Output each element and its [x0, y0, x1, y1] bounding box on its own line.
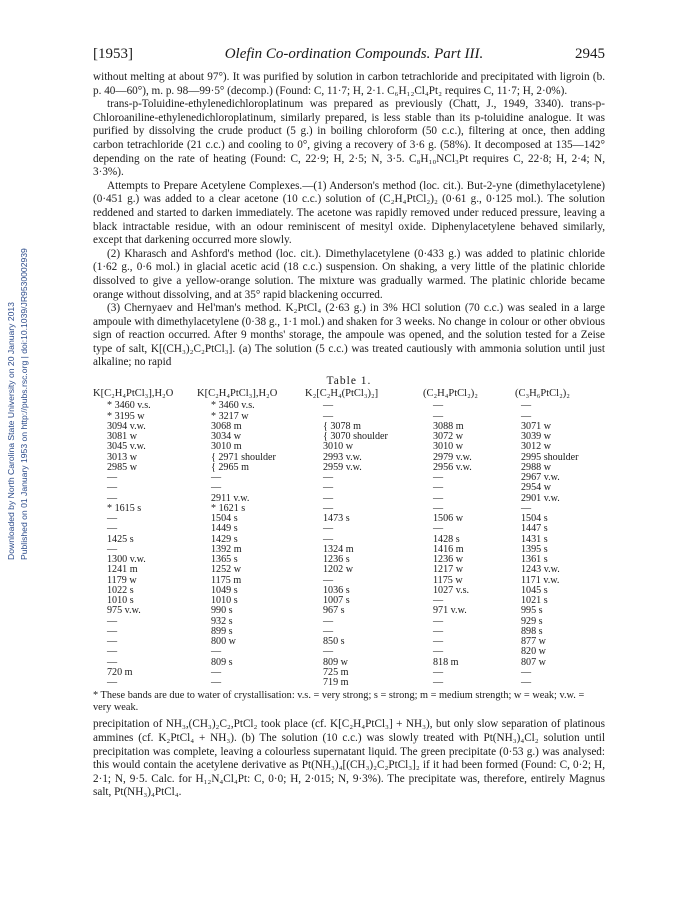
absorption-bands-table: [93, 389, 605, 688]
table-cell: 1007 s: [323, 595, 350, 607]
table-cell: 818 m: [433, 656, 459, 668]
table-cell: —: [433, 502, 444, 514]
table-cell: —: [433, 523, 444, 535]
table-cell: 800 w: [211, 636, 236, 648]
table-cell: 1504 s: [211, 513, 238, 525]
column-header: K[C₂H₄PtCl₃],H₂O: [93, 388, 174, 400]
table-cell: —: [211, 482, 222, 494]
table-cell: —: [433, 677, 444, 689]
table-cell: 2901 v.w.: [521, 492, 560, 504]
table-cell: 1425 s: [107, 533, 134, 545]
table-cell: 3088 m: [433, 420, 464, 432]
table-cell: 1175 m: [211, 574, 242, 586]
table-cell: 725 m: [323, 666, 349, 678]
table-cell: 1179 w: [107, 574, 137, 586]
table-cell: —: [323, 482, 334, 494]
table-cell: 1395 s: [521, 543, 548, 555]
table-cell: 720 m: [107, 666, 133, 678]
table-cell: —: [433, 646, 444, 658]
table-cell: 1036 s: [323, 584, 350, 596]
table-cell: 3010 m: [211, 441, 242, 453]
download-notice: Downloaded by North Carolina State University on 20 January 2013: [6, 302, 16, 560]
table-cell: 820 w: [521, 646, 546, 658]
table-cell: 932 s: [211, 615, 233, 627]
table-cell: { 2965 m: [211, 461, 249, 473]
journal-page: [93, 46, 605, 800]
publication-notice[interactable]: Published on 01 January 1953 on http://pubs.rsc.org | doi:10.1039/JR9530002939: [19, 248, 29, 560]
table-caption: Table 1.: [326, 375, 372, 388]
table-cell: —: [107, 625, 118, 637]
closing-paragraph: precipitation of NH₃,(CH₃)₂C₂,PtCl₂ took place (cf. K[C₂H₄PtCl₃] + NH₃), but only slow separation of platinous ammines (cf. K₂PtCl₄ + NH₃). (b) The solution (10 c.c.) was slowly treated with Pt(NH₃)₄Cl₂ solution until precipitation was complete, leaving a colourless supernatant liquid. The green precipitate (0·53 g.) was analysed: this would contain the acetylene derivative as Pt(NH₃)₄[(CH₃)₂C₂PtCl₃]₂ if it had been formed (Found: C, 0·2; H, 2·1; N, 9·5. Calc. for H₁₂N₄Cl₄Pt: C, 0·0; H, 2·015; N, 9·3%). The precipitate was, therefore, entirely Magnus salt, Pt(NH₃)₄PtCl₄.: [93, 718, 605, 799]
paragraph: trans-p-Toluidine-ethylenedichloroplatinum was prepared as previously (Chatt, J., 1949, 3340). trans-p-Chloroaniline-ethylenedichloroplatinum, similarly prepared, is less stable than its p-toluidine analogue. It was purified by dissolving the crude product (5 g.) in boiling chloroform (50 c.c.), filtering at once, then adding carbon tetrachloride (21 c.c.) and cooling to 0°, giving a recovery of 3·6 g. (58%). It decomposed at 135—142° depending on the rate of heating (Found: C, 22·9; H, 2·5; N, 3·5. C₈H₁₀NCl₃Pt requires C, 22·8; H, 2·4; N, 3·3%).: [93, 98, 605, 179]
table-body: [93, 401, 605, 688]
table-cell: 2985 w: [107, 461, 138, 473]
body-text: [93, 71, 605, 370]
table-cell: —: [521, 400, 532, 412]
table-cell: 1236 w: [433, 554, 464, 566]
table-cell: 1252 w: [211, 564, 242, 576]
table-cell: * 3460 v.s.: [211, 400, 255, 412]
table-cell: 1447 s: [521, 523, 548, 535]
table-cell: —: [107, 636, 118, 648]
table-cell: 1027 v.s.: [433, 584, 470, 596]
paragraph: Attempts to Prepare Acetylene Complexes.—(1) Anderson's method (loc. cit.). But-2-yne (dimethylacetylene) (0·451 g.) was added to a clear acetone (10 c.c.) solution of (C₂H₄PtCl₂)₂ (0·61 g., 0·125 mol.). The solution reddened and started to darken immediately. The acetone was rapidly removed under reduced pressure, leaving a black intractable residue, with an odour reminiscent of mesityl oxide. Diphenylacetylene behaved similarly, except that darkening occurred more slowly.: [93, 179, 605, 247]
table-cell: 1010 s: [107, 595, 134, 607]
table-cell: 1021 s: [521, 595, 548, 607]
table-cell: 975 v.w.: [107, 605, 141, 617]
table-cell: —: [107, 513, 118, 525]
table-cell: —: [323, 615, 334, 627]
table-cell: 2911 v.w.: [211, 492, 250, 504]
table-cell: —: [107, 677, 118, 689]
table-cell: 1300 v.w.: [107, 554, 146, 566]
column-header: (C₃H₆PtCl₂)₂: [515, 388, 570, 400]
table-cell: 1010 s: [211, 595, 238, 607]
table-cell: 1449 s: [211, 523, 238, 535]
table-cell: —: [433, 492, 444, 504]
table-cell: —: [433, 595, 444, 607]
table-cell: —: [433, 482, 444, 494]
download-sidebar: [6, 90, 36, 560]
table-cell: —: [107, 472, 118, 484]
page-number: 2945: [574, 46, 605, 62]
table-cell: —: [107, 615, 118, 627]
table-cell: 2959 v.w.: [323, 461, 362, 473]
table-cell: 3010 w: [323, 441, 354, 453]
table-cell: —: [107, 646, 118, 658]
table-cell: 3034 w: [211, 431, 242, 443]
table-cell: 1473 s: [323, 513, 350, 525]
table-cell: —: [211, 677, 222, 689]
table-cell: —: [107, 656, 118, 668]
table-cell: * 3460 v.s.: [107, 400, 151, 412]
table-cell: 3094 v.w.: [107, 420, 146, 432]
table-cell: —: [323, 502, 334, 514]
column-header: (C₂H₄PtCl₂)₂: [423, 388, 478, 400]
table-cell: —: [433, 636, 444, 648]
table-cell: —: [323, 625, 334, 637]
running-header: [93, 46, 605, 63]
table-cell: 967 s: [323, 605, 345, 617]
table-cell: * 3195 w: [107, 410, 145, 422]
table-cell: 3013 w: [107, 451, 138, 463]
table-cell: 929 s: [521, 615, 543, 627]
table-cell: —: [323, 492, 334, 504]
table-cell: —: [323, 574, 334, 586]
table-cell: —: [433, 615, 444, 627]
table-cell: 990 s: [211, 605, 233, 617]
table-cell: 3012 w: [521, 441, 552, 453]
infrared-table: [93, 375, 605, 714]
table-cell: —: [521, 677, 532, 689]
table-cell: 1171 v.w.: [521, 574, 560, 586]
table-cell: 2993 v.w.: [323, 451, 362, 463]
table-cell: 1506 w: [433, 513, 464, 525]
table-cell: 1428 s: [433, 533, 460, 545]
table-cell: 719 m: [323, 677, 349, 689]
table-cell: { 3078 m: [323, 420, 361, 432]
table-cell: —: [433, 666, 444, 678]
table-cell: 1045 s: [521, 584, 548, 596]
table-cell: 2967 v.w.: [521, 472, 560, 484]
table-cell: 850 s: [323, 636, 345, 648]
table-cell: { 2971 shoulder: [211, 451, 276, 463]
table-cell: 2956 v.w.: [433, 461, 472, 473]
table-cell: 1202 w: [323, 564, 354, 576]
table-cell: 1217 w: [433, 564, 464, 576]
table-cell: —: [211, 666, 222, 678]
table-cell: —: [433, 472, 444, 484]
column-header: K₂[C₂H₄(PtCl₃)₂]: [305, 388, 379, 400]
table-cell: 1236 s: [323, 554, 350, 566]
table-cell: 1416 m: [433, 543, 464, 555]
table-cell: —: [107, 482, 118, 494]
table-cell: 1241 m: [107, 564, 138, 576]
table-row: [93, 678, 605, 688]
table-cell: —: [323, 472, 334, 484]
table-cell: —: [107, 492, 118, 504]
table-cell: 877 w: [521, 636, 546, 648]
table-cell: * 1615 s: [107, 502, 142, 514]
table-cell: 2954 w: [521, 482, 552, 494]
table-cell: —: [107, 543, 118, 555]
table-cell: —: [107, 523, 118, 535]
table-cell: 995 s: [521, 605, 543, 617]
table-cell: 1243 v.w.: [521, 564, 560, 576]
journal-year: [1953]: [93, 46, 133, 62]
table-cell: 3010 w: [433, 441, 464, 453]
table-cell: 1392 m: [211, 543, 242, 555]
table-cell: 1022 s: [107, 584, 134, 596]
table-cell: —: [323, 646, 334, 658]
table-cell: 1175 w: [433, 574, 463, 586]
table-cell: —: [323, 410, 334, 422]
table-cell: 898 s: [521, 625, 543, 637]
table-cell: —: [521, 410, 532, 422]
table-cell: 3071 w: [521, 420, 552, 432]
table-cell: —: [211, 472, 222, 484]
table-cell: —: [323, 533, 334, 545]
table-cell: 807 w: [521, 656, 546, 668]
table-cell: 3081 w: [107, 431, 138, 443]
table-cell: —: [521, 666, 532, 678]
paragraph: without melting at about 97°). It was purified by solution in carbon tetrachloride and precipitated with ligroin (b. p. 40—60°), m. p. 98—99·5° (decomp.) (Found: C, 11·7; H, 2·1. C₆H₁₂Cl₄Pt₂ requires C, 11·7; H, 2·0%).: [93, 71, 605, 97]
table-cell: 1504 s: [521, 513, 548, 525]
table-cell: 2988 w: [521, 461, 552, 473]
table-cell: —: [323, 400, 334, 412]
table-cell: —: [433, 400, 444, 412]
table-cell: 1049 s: [211, 584, 238, 596]
table-cell: —: [521, 502, 532, 514]
table-cell: * 3217 w: [211, 410, 249, 422]
table-cell: 1431 s: [521, 533, 548, 545]
table-cell: { 3070 shoulder: [323, 431, 388, 443]
paragraph: (3) Chernyaev and Hel'man's method. K₂PtCl₄ (2·63 g.) in 3% HCl solution (70 c.c.) was sealed in a large ampoule with dimethylacetylene (0·38 g., 1·1 mol.) and shaken for 3 weeks. No change in colour or other obvious sign of reaction occurred. After 9 months' storage, the ampoule was opened, and the solution tested for a Zeise type of salt, K[(CH₃)₂C₂PtCl₃]. (a) The solution (5 c.c.) was treated cautiously with ammonia solution until just alkaline; no rapid: [93, 302, 606, 369]
table-cell: 1324 m: [323, 543, 354, 555]
table-cell: —: [433, 625, 444, 637]
table-cell: 809 w: [323, 656, 348, 668]
table-cell: 1361 s: [521, 554, 548, 566]
table-cell: * 1621 s: [211, 502, 246, 514]
column-header: K[C₂H₄PtCl₃],H₂O: [197, 388, 278, 400]
table-cell: 1429 s: [211, 533, 238, 545]
running-title: Olefin Co-ordination Compounds. Part III.: [224, 46, 484, 62]
table-cell: 3068 m: [211, 420, 242, 432]
table-cell: 899 s: [211, 625, 233, 637]
table-cell: 1365 s: [211, 554, 238, 566]
table-cell: 2979 v.w.: [433, 451, 472, 463]
paragraph: (2) Kharasch and Ashford's method (loc. cit.). Dimethylacetylene (0·433 g.) was added to platinic chloride (1·62 g., 0·6 mol.) in glacial acetic acid (18 c.c.) suspension. On shaking, a very little of the platinic chloride dissolved to give a yellow-orange solution. The mixture was gradually warmed. The platinic chloride became orange without dissolving, and at 35° rapid blackening occurred.: [93, 247, 605, 301]
table-cell: —: [323, 523, 334, 535]
table-cell: 809 s: [211, 656, 233, 668]
table-cell: 3045 v.w.: [107, 441, 146, 453]
table-cell: 2995 shoulder: [521, 451, 579, 463]
table-cell: 3039 w: [521, 431, 552, 443]
table-footnote: * These bands are due to water of crystallisation: v.s. = very strong; s = strong; m = medium strength; w = weak; v.w. = very weak.: [93, 690, 585, 714]
table-cell: 3072 w: [433, 431, 464, 443]
table-cell: —: [211, 646, 222, 658]
table-cell: 971 v.w.: [433, 605, 467, 617]
table-cell: —: [433, 410, 444, 422]
